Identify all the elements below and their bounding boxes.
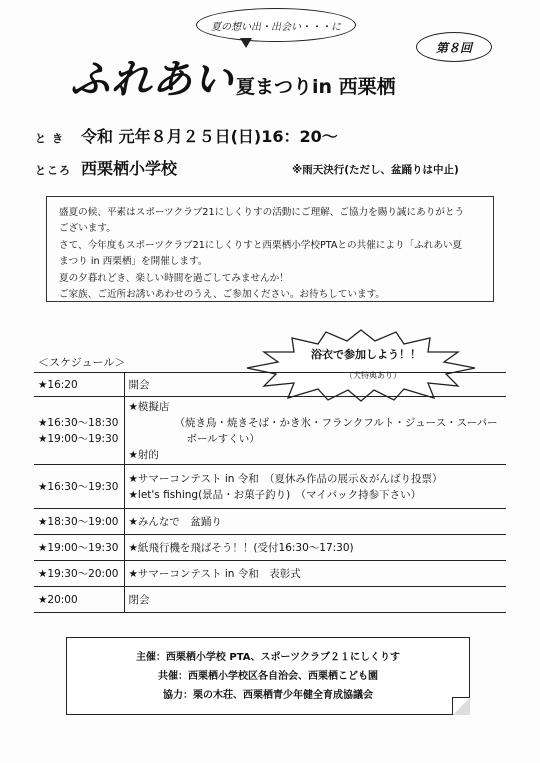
table-row <box>34 587 506 613</box>
greeting-line: 夏の夕暮れどき、楽しい時間を過ごしてみませんか！ <box>59 272 289 284</box>
rain-note: ※雨天決行(ただし、盆踊りは中止) <box>292 164 459 176</box>
bubble-text: 夏の想い出・出会い・・・に <box>211 21 341 33</box>
desc-text: ★模擬店 <box>128 400 170 413</box>
schedule-time <box>34 465 124 509</box>
event-place-row <box>35 156 177 179</box>
schedule-desc <box>124 397 506 465</box>
desc-text: ボールすくい） <box>186 432 260 445</box>
time-text: ★16:30～18:30 <box>38 416 119 429</box>
date-label: とき <box>35 132 69 145</box>
greeting-line: さて、今年度もスポーツクラブ21にしくりすと西栗栖小学校PTAとの共催により「ふれあい夏 <box>59 239 463 251</box>
table-row <box>34 535 506 561</box>
schedule-desc <box>124 509 506 535</box>
greeting-line: ございます。 <box>59 223 116 235</box>
schedule-time <box>34 397 124 465</box>
desc-text: ★let's fishing(景品・お菓子釣り) （マイパック持参下さい） <box>128 488 422 501</box>
organizer-box <box>66 637 470 715</box>
place-label: ところ <box>35 164 71 177</box>
schedule-desc <box>124 535 506 561</box>
schedule-time <box>34 561 124 587</box>
schedule-desc <box>124 561 506 587</box>
speech-bubble <box>196 8 356 42</box>
title-sub: 夏まつりin 西栗栖 <box>236 76 396 98</box>
schedule-title: ＜スケジュール＞ <box>38 356 126 369</box>
desc-text: ★サマーコンテスト in 令和 （夏休み作品の展示＆がんばり投票） <box>128 472 443 485</box>
time-text: ★19:00～19:30 <box>38 541 119 554</box>
organizer-line: 主催：西栗栖小学校 PTA、スポーツクラブ２１にしくりす <box>135 651 401 663</box>
schedule-time <box>34 509 124 535</box>
time-text: ★18:30～19:00 <box>38 515 119 528</box>
table-row <box>34 561 506 587</box>
desc-text: ★みんなで 盆踊り <box>128 515 222 528</box>
desc-text: ★紙飛行機を飛ばそう！！(受付16:30～17:30) <box>128 541 354 554</box>
desc-text: （焼き鳥・焼きそば・かき氷・フランクフルト・ジュース・スーパー <box>174 416 498 429</box>
time-text: ★19:00～19:30 <box>38 432 119 445</box>
desc-text: 閉会 <box>128 593 150 606</box>
time-text: ★16:20 <box>38 378 78 391</box>
schedule-desc <box>124 373 506 397</box>
table-row <box>34 397 506 465</box>
yukata-bonus-note: （大特典あり） <box>345 371 401 380</box>
yukata-callout: 浴衣で参加しよう！！ <box>311 348 421 361</box>
desc-text: ★射的 <box>128 448 159 461</box>
edition-badge <box>416 32 492 62</box>
greeting-box <box>46 196 494 302</box>
speech-bubble-tail <box>240 38 252 48</box>
schedule-desc <box>124 465 506 509</box>
schedule-time <box>34 373 124 397</box>
desc-text: ★サマーコンテスト in 令和 表彰式 <box>128 567 301 580</box>
schedule-time <box>34 535 124 561</box>
schedule-table <box>34 372 506 613</box>
schedule-desc <box>124 587 506 613</box>
greeting-line: 盛夏の候、平素はスポーツクラブ21にしくりすの活動にご理解、ご協力を賜り誠にありがとう <box>59 207 465 218</box>
cooperation-line: 協力：栗の木荘、西栗栖青少年健全育成協議会 <box>163 689 373 701</box>
greeting-line: まつり in 西栗栖」を開催します。 <box>59 256 208 268</box>
title-main: ふれあい <box>70 57 234 103</box>
event-date-row <box>35 124 338 147</box>
greeting-line: ご家族、ご近所お誘いあわせのうえ、ご参加ください。お待ちしています。 <box>59 289 385 301</box>
table-row <box>34 509 506 535</box>
page-fold-corner <box>452 697 470 715</box>
place-value: 西栗栖小学校 <box>81 159 178 178</box>
date-value: 令和 元年８月２５日(日)16：20～ <box>81 127 338 146</box>
desc-text: 開会 <box>128 378 150 391</box>
table-row <box>34 373 506 397</box>
event-title <box>70 48 396 105</box>
time-text: ★16:30～19:30 <box>38 480 119 493</box>
time-text: ★20:00 <box>38 593 78 606</box>
edition-text: 第８回 <box>435 40 472 55</box>
schedule-time <box>34 587 124 613</box>
time-text: ★19:30～20:00 <box>38 567 119 580</box>
table-row <box>34 465 506 509</box>
cosponsor-line: 共催：西栗栖小学校区各自治会、西栗栖こども園 <box>158 670 378 682</box>
